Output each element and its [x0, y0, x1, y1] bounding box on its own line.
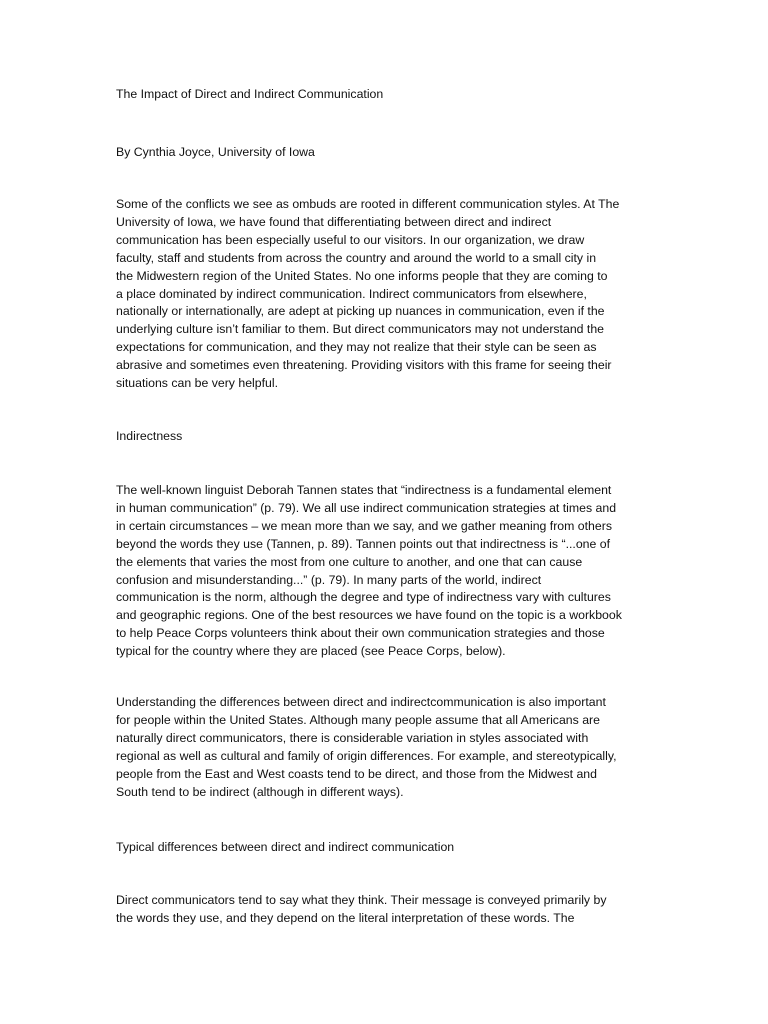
direct-communicators-paragraph [116, 892, 606, 928]
paragraph-line: South tend to be indirect (although in different ways). [116, 784, 404, 799]
document-byline: By Cynthia Joyce, University of Iowa [116, 145, 315, 159]
paragraph-line: a place dominated by indirect communication. Indirect communicators from elsewhere, [116, 286, 587, 301]
tannen-paragraph [116, 482, 622, 661]
paragraph-line: the elements that varies the most from one culture to another, and one that can cause [116, 554, 583, 569]
paragraph-line: Some of the conflicts we see as ombuds are rooted in different communication styles. At The [116, 197, 620, 211]
paragraph-line: nationally or internationally, are adept at picking up nuances in communication, even if the [116, 304, 605, 319]
paragraph-line: confusion and misunderstanding...” (p. 79). In many parts of the world, indirect [116, 572, 542, 587]
section-heading-indirectness: Indirectness [116, 429, 183, 443]
paragraph-line: abrasive and sometimes even threatening. Providing visitors with this frame for seeing their [116, 358, 612, 373]
paragraph-line: beyond the words they use (Tannen, p. 89). Tannen points out that indirectness is “...one of [116, 536, 611, 551]
paragraph-line: the Midwestern region of the United States. No one informs people that they are coming to [116, 268, 608, 283]
paragraph-line: expectations for communication, and they may not realize that their style can be seen as [116, 340, 597, 355]
paragraph-line: for people within the United States. Although many people assume that all Americans are [116, 712, 600, 727]
paragraph-line: to help Peace Corps volunteers think about their own communication strategies and those [116, 626, 605, 641]
paragraph-line: The well-known linguist Deborah Tannen states that “indirectness is a fundamental element [116, 483, 612, 497]
paragraph-line: in human communication” (p. 79). We all use indirect communication strategies at times and [116, 500, 617, 515]
paragraph-line: typical for the country where they are placed (see Peace Corps, below). [116, 644, 506, 659]
paragraph-line: underlying culture isn’t familiar to them. But direct communicators may not understand the [116, 322, 605, 337]
paragraph-line: situations can be very helpful. [116, 376, 279, 391]
section-heading-typical-differences: Typical differences between direct and indirect communication [116, 840, 455, 854]
paragraph-line: faculty, staff and students from across the country and around the world to a small city in [116, 250, 597, 265]
us-differences-paragraph [116, 694, 617, 801]
paragraph-line: in certain circumstances – we mean more than we say, and we gather meaning from others [116, 518, 612, 533]
paragraph-line: naturally direct communicators, there is considerable variation in styles associated with [116, 730, 589, 745]
paragraph-line: University of Iowa, we have found that differentiating between direct and indirect [116, 214, 552, 229]
paragraph-line: communication is the norm, although the degree and type of indirectness vary with cultures [116, 590, 611, 605]
paragraph-line: people from the East and West coasts tend to be direct, and those from the Midwest and [116, 766, 597, 781]
paragraph-line: Understanding the differences between direct and indirectcommunication is also important [116, 695, 606, 709]
paragraph-line: regional as well as cultural and family of origin differences. For example, and stereotypically, [116, 748, 617, 763]
document-title: The Impact of Direct and Indirect Communication [116, 87, 384, 101]
paragraph-line: Direct communicators tend to say what they think. Their message is conveyed primarily by [116, 893, 607, 907]
paragraph-line: communication has been especially useful to our visitors. In our organization, we draw [116, 232, 585, 247]
paragraph-line: and geographic regions. One of the best resources we have found on the topic is a workbook [116, 608, 622, 623]
intro-paragraph [116, 196, 619, 393]
paragraph-line: the words they use, and they depend on the literal interpretation of these words. The [116, 910, 575, 925]
